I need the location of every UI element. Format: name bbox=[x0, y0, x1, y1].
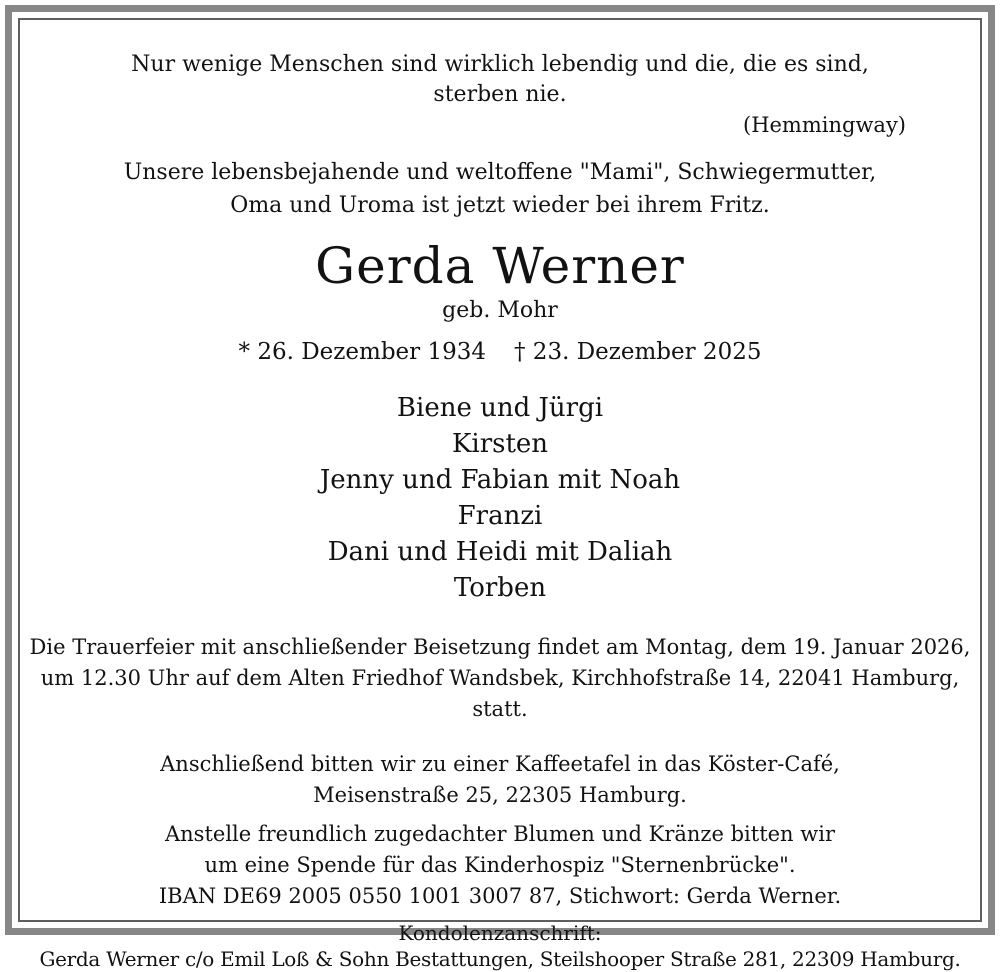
condolence-block bbox=[20, 920, 980, 972]
birth-date: * 26. Dezember 1934 bbox=[238, 339, 486, 365]
mourner-line: Torben bbox=[453, 573, 547, 603]
life-dates bbox=[20, 338, 980, 366]
intro-line: Unsere lebensbejahende und weltoffene "Mami", Schwiegermutter, bbox=[123, 160, 877, 185]
funeral-line: um 12.30 Uhr auf dem Alten Friedhof Wandsbek, Kirchhofstraße 14, 22041 Hamburg, statt. bbox=[40, 666, 960, 721]
coffee-line: Anschließend bitten wir zu einer Kaffeetafel in das Köster-Café, bbox=[160, 752, 840, 776]
mourner-line: Franzi bbox=[457, 501, 543, 531]
mourner-line: Biene und Jürgi bbox=[396, 393, 604, 423]
donation-info bbox=[20, 819, 980, 912]
coffee-info bbox=[20, 749, 980, 811]
mourner-line: Kirsten bbox=[451, 429, 549, 459]
mourner-line: Dani und Heidi mit Daliah bbox=[327, 537, 673, 567]
donation-line: Anstelle freundlich zugedachter Blumen und Kränze bitten wir bbox=[164, 822, 835, 846]
deceased-name: Gerda Werner bbox=[315, 237, 685, 295]
funeral-info bbox=[20, 632, 980, 725]
mourner-line: Jenny und Fabian mit Noah bbox=[319, 465, 681, 495]
funeral-line: Die Trauerfeier mit anschließender Beisetzung findet am Montag, dem 19. Januar 2026, bbox=[29, 635, 971, 659]
quote-text: Nur wenige Menschen sind wirklich lebendig und die, die es sind, sterben nie. bbox=[131, 52, 869, 107]
donation-line: um eine Spende für das Kinderhospiz "Sternenbrücke". bbox=[204, 853, 796, 877]
frame-outer-band bbox=[5, 5, 995, 971]
donation-iban: IBAN DE69 2005 0550 1001 3007 87, Stichwort: Gerda Werner. bbox=[158, 884, 842, 908]
condolence-label: Kondolenzanschrift: bbox=[398, 921, 602, 945]
intro-line: Oma und Uroma ist jetzt wieder bei ihrem Fritz. bbox=[230, 193, 770, 218]
maiden-name: geb. Mohr bbox=[442, 298, 558, 323]
mourners-list bbox=[20, 390, 980, 606]
quote-block bbox=[94, 50, 906, 140]
death-date: † 23. Dezember 2025 bbox=[514, 339, 762, 365]
frame-inner-rule bbox=[18, 18, 982, 971]
intro-block bbox=[20, 156, 980, 222]
coffee-line: Meisenstraße 25, 22305 Hamburg. bbox=[313, 783, 687, 807]
quote-attribution: (Hemmingway) bbox=[743, 113, 906, 137]
condolence-address: Gerda Werner c/o Emil Loß & Sohn Bestattungen, Steilshooper Straße 281, 22309 Hamburg. bbox=[39, 947, 961, 971]
obituary-content bbox=[20, 20, 980, 971]
